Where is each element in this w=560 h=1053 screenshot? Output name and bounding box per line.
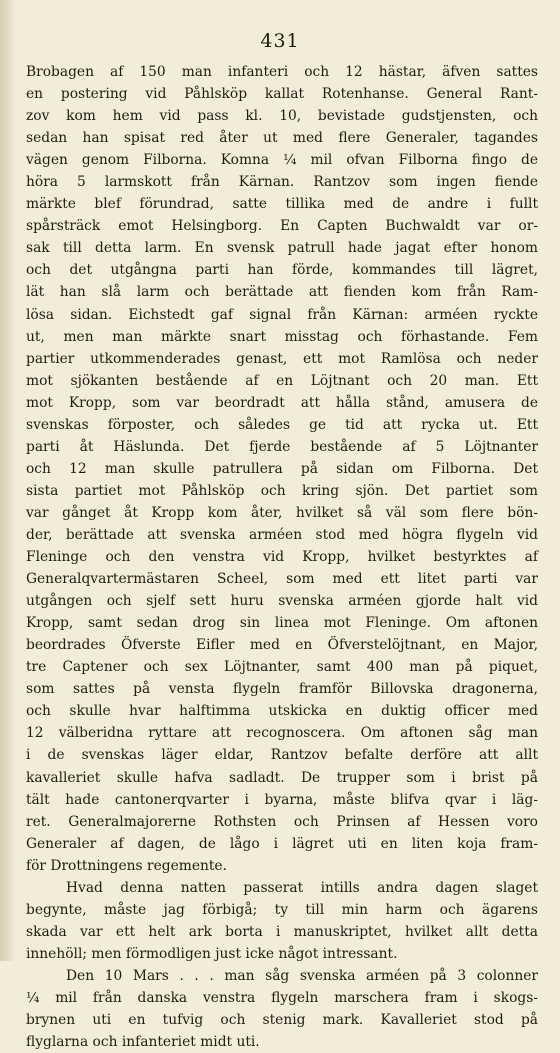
- body-text: [26, 61, 538, 1053]
- text-line: mot Kropp, som var beordradt att hålla stånd, amusera de: [26, 394, 538, 411]
- paragraph: [26, 877, 538, 965]
- text-line: en postering vid Påhlsköp kallat Rotenhanse. General Rant-: [26, 86, 538, 103]
- text-line: och skulle hvar halftimma utskicka en duktig officer med: [26, 703, 538, 720]
- text-line: ut, men man märkte snart misstag och förhastande. Fem: [26, 328, 538, 345]
- text-line: ¼ mil från danska venstra flygeln marschera fram i skogs-: [26, 989, 538, 1006]
- text-line: vägen genom Filborna. Komna ¼ mil ofvan Filborna fingo de: [26, 152, 538, 169]
- text-line: Den 10 Mars . . . man såg svenska arméen på 3 colonner: [66, 967, 538, 984]
- text-line: höra 5 larmskott från Kärnan. Rantzov som ingen fiende: [26, 174, 538, 191]
- text-line: som sattes på vensta flygeln framför Billovska dragonerna,: [26, 681, 538, 698]
- text-line: sista partiet mot Påhlsköp och kring sjön. Det partiet som: [26, 482, 538, 499]
- text-line: tre Captener och sex Löjtnanter, samt 400 man på piquet,: [26, 659, 538, 676]
- text-line: Hvad denna natten passerat intills andra dagen slaget: [66, 879, 538, 896]
- text-line: lät han slå larm och berättade att fienden kom från Ram-: [26, 284, 538, 301]
- text-line: märkte blef förundrad, satte tillika med de andre i fullt: [26, 196, 538, 213]
- text-line: och det utgångna parti han förde, kommandes till lägret,: [26, 262, 538, 279]
- page-gutter: [0, 0, 14, 961]
- text-line: 12 välberidna ryttare att recognoscera. Om aftonen såg man: [26, 725, 538, 742]
- text-line: brynen uti en tufvig och stenig mark. Kavalleriet stod på: [26, 1012, 538, 1029]
- text-line: sak till detta larm. En svensk patrull hade jagat efter honom: [26, 240, 538, 257]
- text-line: var gånget åt Kropp kom åter, hvilket så väl som flere bön-: [26, 504, 538, 521]
- text-line: zov kom hem vid pass kl. 10, bevistade gudstjensten, och: [26, 108, 538, 125]
- text-line: tält hade cantonerqvarter i byarna, måste blifva qvar i läg-: [26, 791, 538, 808]
- text-line: parti åt Häslunda. Det fjerde bestående af 5 Löjtnanter: [26, 438, 538, 455]
- text-line: Generaler af dagen, de lågo i lägret uti en liten koja fram-: [26, 835, 538, 852]
- paragraph: [26, 965, 538, 1053]
- text-line: svenskas förposter, och således ge tid att rycka ut. Ett: [26, 416, 538, 433]
- text-line: i de svenskas läger eldar, Rantzov befalte derföre att allt: [26, 747, 538, 764]
- text-line: mot sjökanten bestående af en Löjtnant och 20 man. Ett: [26, 372, 538, 389]
- text-line: Fleninge och den venstra vid Kropp, hvilket bestyrktes af: [26, 549, 538, 566]
- text-line: Kropp, samt sedan drog sin linea mot Fleninge. Om aftonen: [26, 615, 538, 632]
- text-line: sedan han spisat red åter ut med flere Generaler, tagandes: [26, 130, 538, 147]
- text-line: innehöll; men förmodligen just icke något intressant.: [26, 945, 398, 962]
- text-line: flyglarna och infanteriet midt uti.: [26, 1034, 260, 1051]
- text-line: beordrades Öfverste Eifler med en Öfverstelöjtnant, en Major,: [26, 637, 538, 654]
- text-line: utgången och sjelf sett huru svenska arméen gjorde halt vid: [26, 593, 538, 610]
- text-line: spårsträck emot Helsingborg. En Capten Buchwaldt var or-: [26, 218, 538, 235]
- text-line: kavalleriet skulle hafva sadladt. De trupper som i brist på: [26, 769, 538, 786]
- text-line: begynte, måste jag förbigå; ty till min harm och ägarens: [26, 901, 538, 918]
- text-line: Generalqvartermästaren Scheel, som med ett litet parti var: [26, 571, 538, 588]
- paragraph: [26, 61, 538, 877]
- text-line: lösa sidan. Eichstedt gaf signal från Kärnan: arméen ryckte: [26, 306, 538, 323]
- page-number: 431: [260, 30, 300, 52]
- text-line: ret. Generalmajorerne Rothsten och Prinsen af Hessen voro: [26, 813, 538, 830]
- text-line: och 12 man skulle patrullera på sidan om Filborna. Det: [26, 460, 538, 477]
- text-line: der, berättade att svenska arméen stod med högra flygeln vid: [26, 526, 538, 543]
- text-line: Brobagen af 150 man infanteri och 12 hästar, äfven sattes: [26, 64, 538, 80]
- text-line: partier utkommenderades genast, ett mot Ramlösa och neder: [26, 350, 538, 367]
- text-line: för Drottningens regemente.: [26, 857, 227, 874]
- text-line: skada var ett helt ark borta i manuskriptet, hvilket allt detta: [26, 923, 538, 940]
